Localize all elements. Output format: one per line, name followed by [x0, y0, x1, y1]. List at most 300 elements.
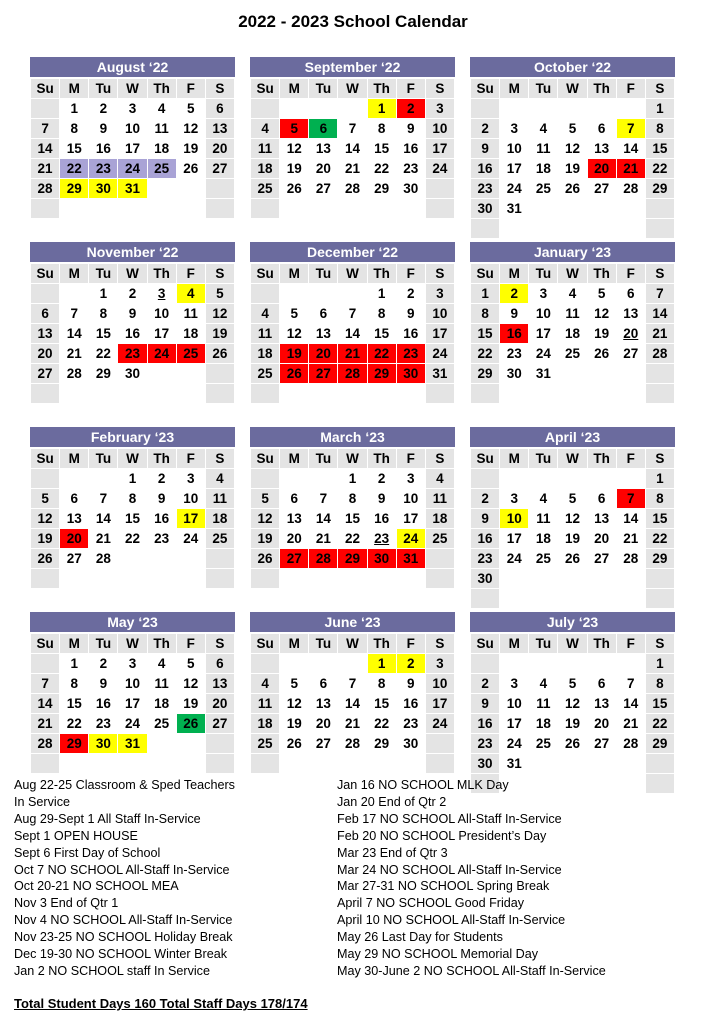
day-cell: 25: [425, 529, 454, 549]
note-item: Nov 23-25 NO SCHOOL Holiday Break: [14, 930, 233, 945]
day-cell: [251, 384, 280, 404]
day-cell: [529, 199, 558, 219]
day-cell: 5: [176, 654, 205, 674]
day-cell: [60, 384, 89, 404]
day-cell: 13: [280, 509, 309, 529]
day-cell: 28: [338, 734, 367, 754]
weekday-header: W: [558, 79, 587, 99]
day-cell: 15: [645, 509, 674, 529]
day-cell: 27: [205, 714, 234, 734]
day-cell: [89, 469, 118, 489]
day-cell: [529, 654, 558, 674]
day-cell: 9: [471, 139, 500, 159]
note-item: Oct 7 NO SCHOOL All-Staff In-Service: [14, 862, 230, 877]
day-cell: 10: [425, 674, 454, 694]
weekday-header: Tu: [309, 79, 338, 99]
day-cell: [616, 754, 645, 774]
day-cell: 10: [500, 509, 529, 529]
day-cell: 3: [425, 99, 454, 119]
day-cell: 14: [31, 694, 60, 714]
day-cell: 2: [396, 284, 425, 304]
note-item: Dec 19-30 NO SCHOOL Winter Break: [14, 947, 227, 962]
day-cell: 17: [425, 694, 454, 714]
day-cell: [616, 469, 645, 489]
day-cell: 8: [338, 489, 367, 509]
day-cell: 3: [147, 284, 176, 304]
day-cell: [616, 654, 645, 674]
day-cell: [118, 754, 147, 774]
day-cell: 12: [280, 694, 309, 714]
day-cell: 7: [645, 284, 674, 304]
day-cell: 2: [396, 654, 425, 674]
day-cell: [471, 589, 500, 609]
weekday-header: Su: [31, 449, 60, 469]
day-cell: 14: [616, 694, 645, 714]
day-cell: 26: [31, 549, 60, 569]
day-cell: 28: [645, 344, 674, 364]
day-cell: [558, 754, 587, 774]
day-cell: [147, 384, 176, 404]
weekday-header: M: [500, 264, 529, 284]
month-title: November ‘22: [30, 242, 235, 263]
day-cell: [205, 734, 234, 754]
day-cell: 8: [645, 489, 674, 509]
weekday-header: F: [176, 634, 205, 654]
day-cell: 12: [280, 324, 309, 344]
day-cell: [89, 754, 118, 774]
day-cell: 10: [425, 304, 454, 324]
weekday-header: W: [558, 634, 587, 654]
day-cell: 18: [425, 509, 454, 529]
day-cell: 22: [89, 344, 118, 364]
day-cell: [558, 469, 587, 489]
day-cell: 20: [205, 694, 234, 714]
day-cell: 23: [471, 734, 500, 754]
weekday-header: Su: [31, 79, 60, 99]
day-cell: 23: [500, 344, 529, 364]
day-cell: 3: [425, 654, 454, 674]
day-cell: 30: [471, 754, 500, 774]
note-item: Jan 16 NO SCHOOL MLK Day: [337, 778, 509, 792]
day-cell: 14: [645, 304, 674, 324]
day-cell: 4: [147, 99, 176, 119]
month-title: May ‘23: [30, 612, 235, 633]
weekday-header: Th: [367, 264, 396, 284]
day-cell: 17: [176, 509, 205, 529]
note-item: Sept 6 First Day of School: [14, 845, 161, 860]
day-cell: 15: [367, 139, 396, 159]
day-cell: [31, 569, 60, 589]
day-cell: 6: [587, 119, 616, 139]
day-cell: [425, 569, 454, 589]
day-cell: 23: [471, 549, 500, 569]
day-cell: 13: [60, 509, 89, 529]
day-cell: [500, 384, 529, 404]
day-cell: 26: [280, 364, 309, 384]
weekday-header: F: [396, 634, 425, 654]
day-cell: 18: [176, 324, 205, 344]
day-cell: 30: [396, 364, 425, 384]
day-cell: [176, 384, 205, 404]
day-cell: 8: [60, 119, 89, 139]
day-cell: 3: [425, 284, 454, 304]
day-cell: 25: [558, 344, 587, 364]
day-cell: 24: [500, 179, 529, 199]
note-item: Jan 2 NO SCHOOL staff In Service: [14, 963, 210, 978]
day-cell: [616, 774, 645, 794]
day-cell: [338, 384, 367, 404]
day-cell: 30: [471, 569, 500, 589]
day-cell: 10: [396, 489, 425, 509]
day-cell: 1: [367, 284, 396, 304]
day-cell: 16: [396, 694, 425, 714]
weekday-header: S: [645, 79, 674, 99]
day-cell: 19: [558, 529, 587, 549]
day-cell: 13: [587, 694, 616, 714]
day-cell: [176, 754, 205, 774]
weekday-header: W: [338, 634, 367, 654]
day-cell: [309, 654, 338, 674]
day-cell: 26: [558, 734, 587, 754]
day-cell: 3: [176, 469, 205, 489]
day-cell: 29: [471, 364, 500, 384]
day-cell: [396, 754, 425, 774]
day-cell: 27: [60, 549, 89, 569]
day-cell: 7: [31, 119, 60, 139]
note-item: May 29 NO SCHOOL Memorial Day: [337, 947, 539, 962]
weekday-header: Tu: [529, 449, 558, 469]
day-cell: 2: [471, 119, 500, 139]
month-calendar: [30, 612, 235, 774]
day-cell: [529, 569, 558, 589]
day-cell: 30: [396, 179, 425, 199]
day-cell: 29: [89, 364, 118, 384]
day-cell: 21: [31, 159, 60, 179]
day-cell: [280, 654, 309, 674]
day-cell: 6: [309, 304, 338, 324]
day-cell: 3: [500, 489, 529, 509]
day-cell: [471, 654, 500, 674]
day-cell: 28: [616, 734, 645, 754]
day-cell: 28: [31, 734, 60, 754]
note-item: Aug 29-Sept 1 All Staff In-Service: [14, 811, 201, 826]
weekday-header: M: [500, 634, 529, 654]
day-cell: 6: [616, 284, 645, 304]
day-cell: 8: [367, 674, 396, 694]
day-cell: 27: [309, 364, 338, 384]
day-cell: 10: [118, 674, 147, 694]
note-item: Aug 22-25 Classroom & Sped Teachers: [14, 778, 235, 792]
weekday-header: M: [280, 79, 309, 99]
weekday-header: Tu: [89, 634, 118, 654]
day-cell: 5: [558, 119, 587, 139]
day-cell: 5: [558, 489, 587, 509]
day-cell: [367, 384, 396, 404]
day-cell: 20: [309, 344, 338, 364]
day-cell: 11: [147, 119, 176, 139]
day-cell: 18: [251, 159, 280, 179]
day-cell: 12: [205, 304, 234, 324]
day-cell: 1: [367, 654, 396, 674]
day-cell: 16: [89, 694, 118, 714]
day-cell: 18: [147, 139, 176, 159]
note-item: April 7 NO SCHOOL Good Friday: [337, 896, 525, 911]
day-cell: [587, 384, 616, 404]
weekday-header: Th: [587, 449, 616, 469]
day-cell: [338, 99, 367, 119]
day-cell: [338, 284, 367, 304]
day-cell: [500, 569, 529, 589]
day-cell: 22: [645, 714, 674, 734]
day-cell: [425, 179, 454, 199]
day-cell: 23: [471, 179, 500, 199]
day-cell: [280, 199, 309, 219]
weekday-header: M: [60, 634, 89, 654]
day-cell: 10: [176, 489, 205, 509]
day-cell: [425, 199, 454, 219]
day-cell: 2: [500, 284, 529, 304]
notes-left: [14, 777, 235, 980]
day-cell: 15: [645, 139, 674, 159]
day-cell: 16: [471, 159, 500, 179]
day-cell: 11: [251, 694, 280, 714]
month-title: June ‘23: [250, 612, 455, 633]
weekday-header: Th: [147, 264, 176, 284]
day-cell: 6: [31, 304, 60, 324]
day-cell: [616, 199, 645, 219]
day-cell: [205, 199, 234, 219]
day-cell: 19: [176, 139, 205, 159]
day-cell: 29: [367, 179, 396, 199]
day-cell: 31: [500, 754, 529, 774]
day-cell: [616, 219, 645, 239]
day-cell: [60, 284, 89, 304]
day-cell: 28: [338, 179, 367, 199]
day-cell: 13: [309, 324, 338, 344]
day-cell: 12: [558, 139, 587, 159]
day-cell: 19: [176, 694, 205, 714]
weekday-header: F: [616, 634, 645, 654]
day-cell: 31: [396, 549, 425, 569]
day-cell: 20: [309, 714, 338, 734]
day-cell: 10: [500, 139, 529, 159]
weekday-header: S: [425, 634, 454, 654]
day-cell: [471, 219, 500, 239]
day-cell: [587, 219, 616, 239]
day-cell: 8: [367, 304, 396, 324]
month-title: February ‘23: [30, 427, 235, 448]
day-cell: 15: [367, 694, 396, 714]
day-cell: 4: [529, 674, 558, 694]
day-cell: [558, 589, 587, 609]
day-cell: [31, 99, 60, 119]
day-cell: 3: [500, 119, 529, 139]
day-cell: [500, 219, 529, 239]
day-cell: 14: [616, 139, 645, 159]
day-cell: 14: [89, 509, 118, 529]
weekday-header: Th: [147, 449, 176, 469]
day-cell: [60, 569, 89, 589]
day-cell: [587, 469, 616, 489]
day-cell: [471, 99, 500, 119]
day-cell: [529, 384, 558, 404]
weekday-header: S: [205, 79, 234, 99]
day-cell: 11: [529, 509, 558, 529]
day-cell: 23: [89, 714, 118, 734]
day-cell: 28: [338, 364, 367, 384]
day-cell: 17: [118, 139, 147, 159]
day-cell: 2: [471, 489, 500, 509]
day-cell: 21: [616, 529, 645, 549]
day-cell: 22: [367, 344, 396, 364]
day-cell: [471, 384, 500, 404]
day-cell: 5: [31, 489, 60, 509]
weekday-header: Tu: [309, 264, 338, 284]
day-cell: [176, 549, 205, 569]
day-cell: 21: [338, 344, 367, 364]
day-cell: 4: [251, 119, 280, 139]
day-cell: 22: [60, 159, 89, 179]
day-cell: [367, 199, 396, 219]
day-cell: [529, 99, 558, 119]
weekday-header: W: [118, 449, 147, 469]
day-cell: 28: [89, 549, 118, 569]
day-cell: 7: [31, 674, 60, 694]
day-cell: 21: [645, 324, 674, 344]
day-cell: 21: [338, 159, 367, 179]
day-cell: [309, 569, 338, 589]
day-cell: 24: [147, 344, 176, 364]
weekday-header: Su: [471, 264, 500, 284]
day-cell: [587, 754, 616, 774]
day-cell: 17: [425, 324, 454, 344]
month-title: July ‘23: [470, 612, 675, 633]
day-cell: [251, 654, 280, 674]
day-cell: [367, 754, 396, 774]
day-cell: [587, 364, 616, 384]
month-calendar: [30, 427, 235, 589]
day-cell: 4: [529, 119, 558, 139]
day-cell: [251, 199, 280, 219]
day-cell: [471, 469, 500, 489]
day-cell: 23: [118, 344, 147, 364]
weekday-header: M: [60, 264, 89, 284]
day-cell: 7: [616, 119, 645, 139]
day-cell: [147, 549, 176, 569]
day-cell: [147, 734, 176, 754]
day-cell: 24: [500, 549, 529, 569]
day-cell: [587, 99, 616, 119]
day-cell: [616, 364, 645, 384]
day-cell: [529, 589, 558, 609]
day-cell: 14: [60, 324, 89, 344]
day-cell: 5: [205, 284, 234, 304]
weekday-header: Su: [471, 79, 500, 99]
weekday-header: F: [176, 264, 205, 284]
day-cell: [309, 284, 338, 304]
day-cell: [205, 569, 234, 589]
day-cell: 7: [89, 489, 118, 509]
day-cell: [645, 569, 674, 589]
day-cell: [338, 754, 367, 774]
day-cell: 11: [176, 304, 205, 324]
day-cell: 15: [338, 509, 367, 529]
day-cell: 28: [31, 179, 60, 199]
note-item: Mar 27-31 NO SCHOOL Spring Break: [337, 879, 550, 894]
day-cell: [89, 384, 118, 404]
day-cell: [31, 384, 60, 404]
day-cell: 18: [147, 694, 176, 714]
day-cell: [280, 569, 309, 589]
day-cell: 11: [425, 489, 454, 509]
day-cell: 11: [251, 139, 280, 159]
day-cell: [147, 754, 176, 774]
day-cell: [396, 384, 425, 404]
day-cell: [147, 179, 176, 199]
day-cell: 27: [205, 159, 234, 179]
day-cell: 24: [118, 159, 147, 179]
day-cell: 14: [338, 694, 367, 714]
day-cell: 12: [558, 509, 587, 529]
weekday-header: Su: [31, 264, 60, 284]
day-cell: [338, 569, 367, 589]
day-cell: 24: [425, 344, 454, 364]
weekday-header: W: [558, 264, 587, 284]
day-cell: [280, 469, 309, 489]
day-cell: [558, 199, 587, 219]
day-cell: 2: [471, 674, 500, 694]
weekday-header: W: [338, 264, 367, 284]
day-cell: 12: [251, 509, 280, 529]
day-cell: [309, 754, 338, 774]
weekday-header: Su: [251, 264, 280, 284]
note-item: Nov 3 End of Qtr 1: [14, 896, 119, 911]
day-cell: 1: [60, 99, 89, 119]
day-cell: 17: [529, 324, 558, 344]
day-cell: 1: [645, 469, 674, 489]
day-cell: 20: [587, 529, 616, 549]
day-cell: 1: [367, 99, 396, 119]
day-cell: [500, 469, 529, 489]
weekday-header: Tu: [309, 449, 338, 469]
weekday-header: Tu: [89, 264, 118, 284]
weekday-header: S: [645, 449, 674, 469]
day-cell: 22: [367, 714, 396, 734]
day-cell: 23: [396, 344, 425, 364]
day-cell: [367, 569, 396, 589]
weekday-header: Su: [471, 449, 500, 469]
day-cell: 8: [471, 304, 500, 324]
day-cell: 10: [500, 694, 529, 714]
day-cell: [529, 469, 558, 489]
weekday-header: Tu: [529, 634, 558, 654]
day-cell: [60, 469, 89, 489]
day-cell: 13: [31, 324, 60, 344]
weekday-header: M: [60, 79, 89, 99]
weekday-header: M: [280, 264, 309, 284]
day-cell: [31, 469, 60, 489]
note-item: Sept 1 OPEN HOUSE: [14, 828, 138, 843]
weekday-header: W: [338, 449, 367, 469]
weekday-header: Th: [367, 449, 396, 469]
day-cell: [89, 199, 118, 219]
day-cell: 14: [31, 139, 60, 159]
day-cell: 6: [309, 674, 338, 694]
note-item: Jan 20 End of Qtr 2: [337, 794, 447, 809]
note-item: In Service: [14, 794, 70, 809]
month-title: October ‘22: [470, 57, 675, 78]
day-cell: [309, 199, 338, 219]
